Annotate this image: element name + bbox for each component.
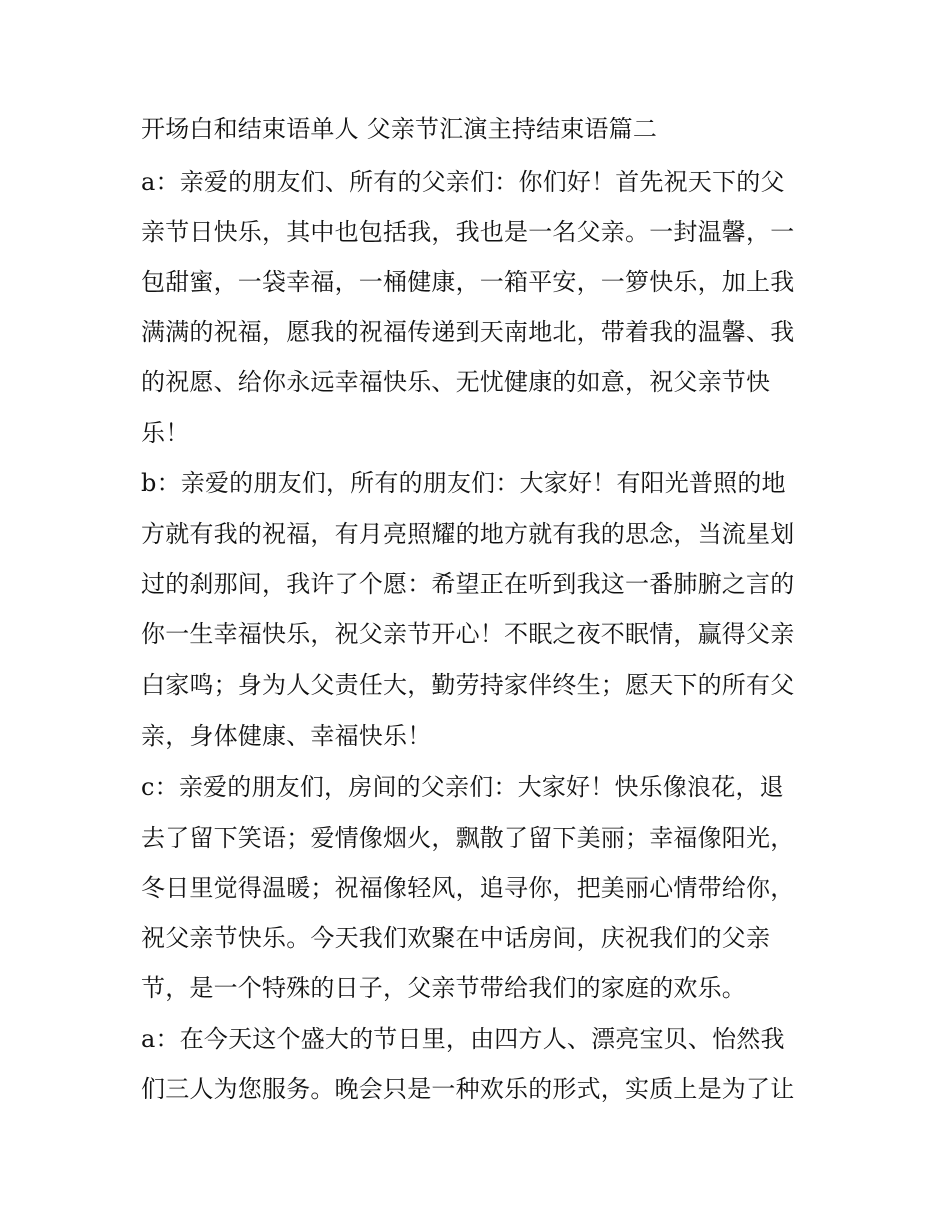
text-line: c：亲爱的朋友们，房间的父亲们：大家好！快乐像浪花，退	[141, 773, 784, 801]
text-line: 你一生幸福快乐，祝父亲节开心！不眠之夜不眠情，赢得父亲	[141, 620, 795, 648]
text-line: 亲，身体健康、幸福快乐！	[141, 722, 432, 750]
text-line: 们三人为您服务。晚会只是一种欢乐的形式，实质上是为了让	[141, 1075, 795, 1103]
text-line: 亲节日快乐，其中也包括我，我也是一名父亲。一封温馨，一	[141, 218, 795, 246]
text-line: 白家鸣；身为人父责任大，勤劳持家伴终生；愿天下的所有父	[141, 671, 795, 699]
text-line: 方就有我的祝福，有月亮照耀的地方就有我的思念，当流星划	[141, 520, 795, 548]
text-line: b：亲爱的朋友们，所有的朋友们：大家好！有阳光普照的地	[141, 469, 786, 497]
text-line: 冬日里觉得温暖；祝福像轻风，追寻你，把美丽心情带给你，	[141, 874, 795, 902]
text-line: 满满的祝福，愿我的祝福传递到天南地北，带着我的温馨、我	[141, 318, 795, 346]
text-line: a：在今天这个盛大的节日里，由四方人、漂亮宝贝、怡然我	[141, 1025, 785, 1053]
document-title: 开场白和结束语单人 父亲节汇演主持结束语篇二	[141, 115, 658, 143]
text-line: 节，是一个特殊的日子，父亲节带给我们的家庭的欢乐。	[141, 974, 746, 1002]
text-line: 的祝愿、给你永远幸福快乐、无忧健康的如意，祝父亲节快	[141, 368, 771, 396]
text-line: 过的刹那间，我许了个愿：希望正在听到我这一番肺腑之言的	[141, 570, 795, 598]
text-line: a：亲爱的朋友们、所有的父亲们：你们好！首先祝天下的父	[141, 168, 785, 196]
text-line: 去了留下笑语；爱情像烟火，飘散了留下美丽；幸福像阳光，	[141, 824, 795, 852]
text-line: 包甜蜜，一袋幸福，一桶健康，一箱平安，一箩快乐，加上我	[141, 268, 795, 296]
text-line: 祝父亲节快乐。今天我们欢聚在中话房间，庆祝我们的父亲	[141, 924, 771, 952]
text-line: 乐！	[141, 419, 190, 447]
